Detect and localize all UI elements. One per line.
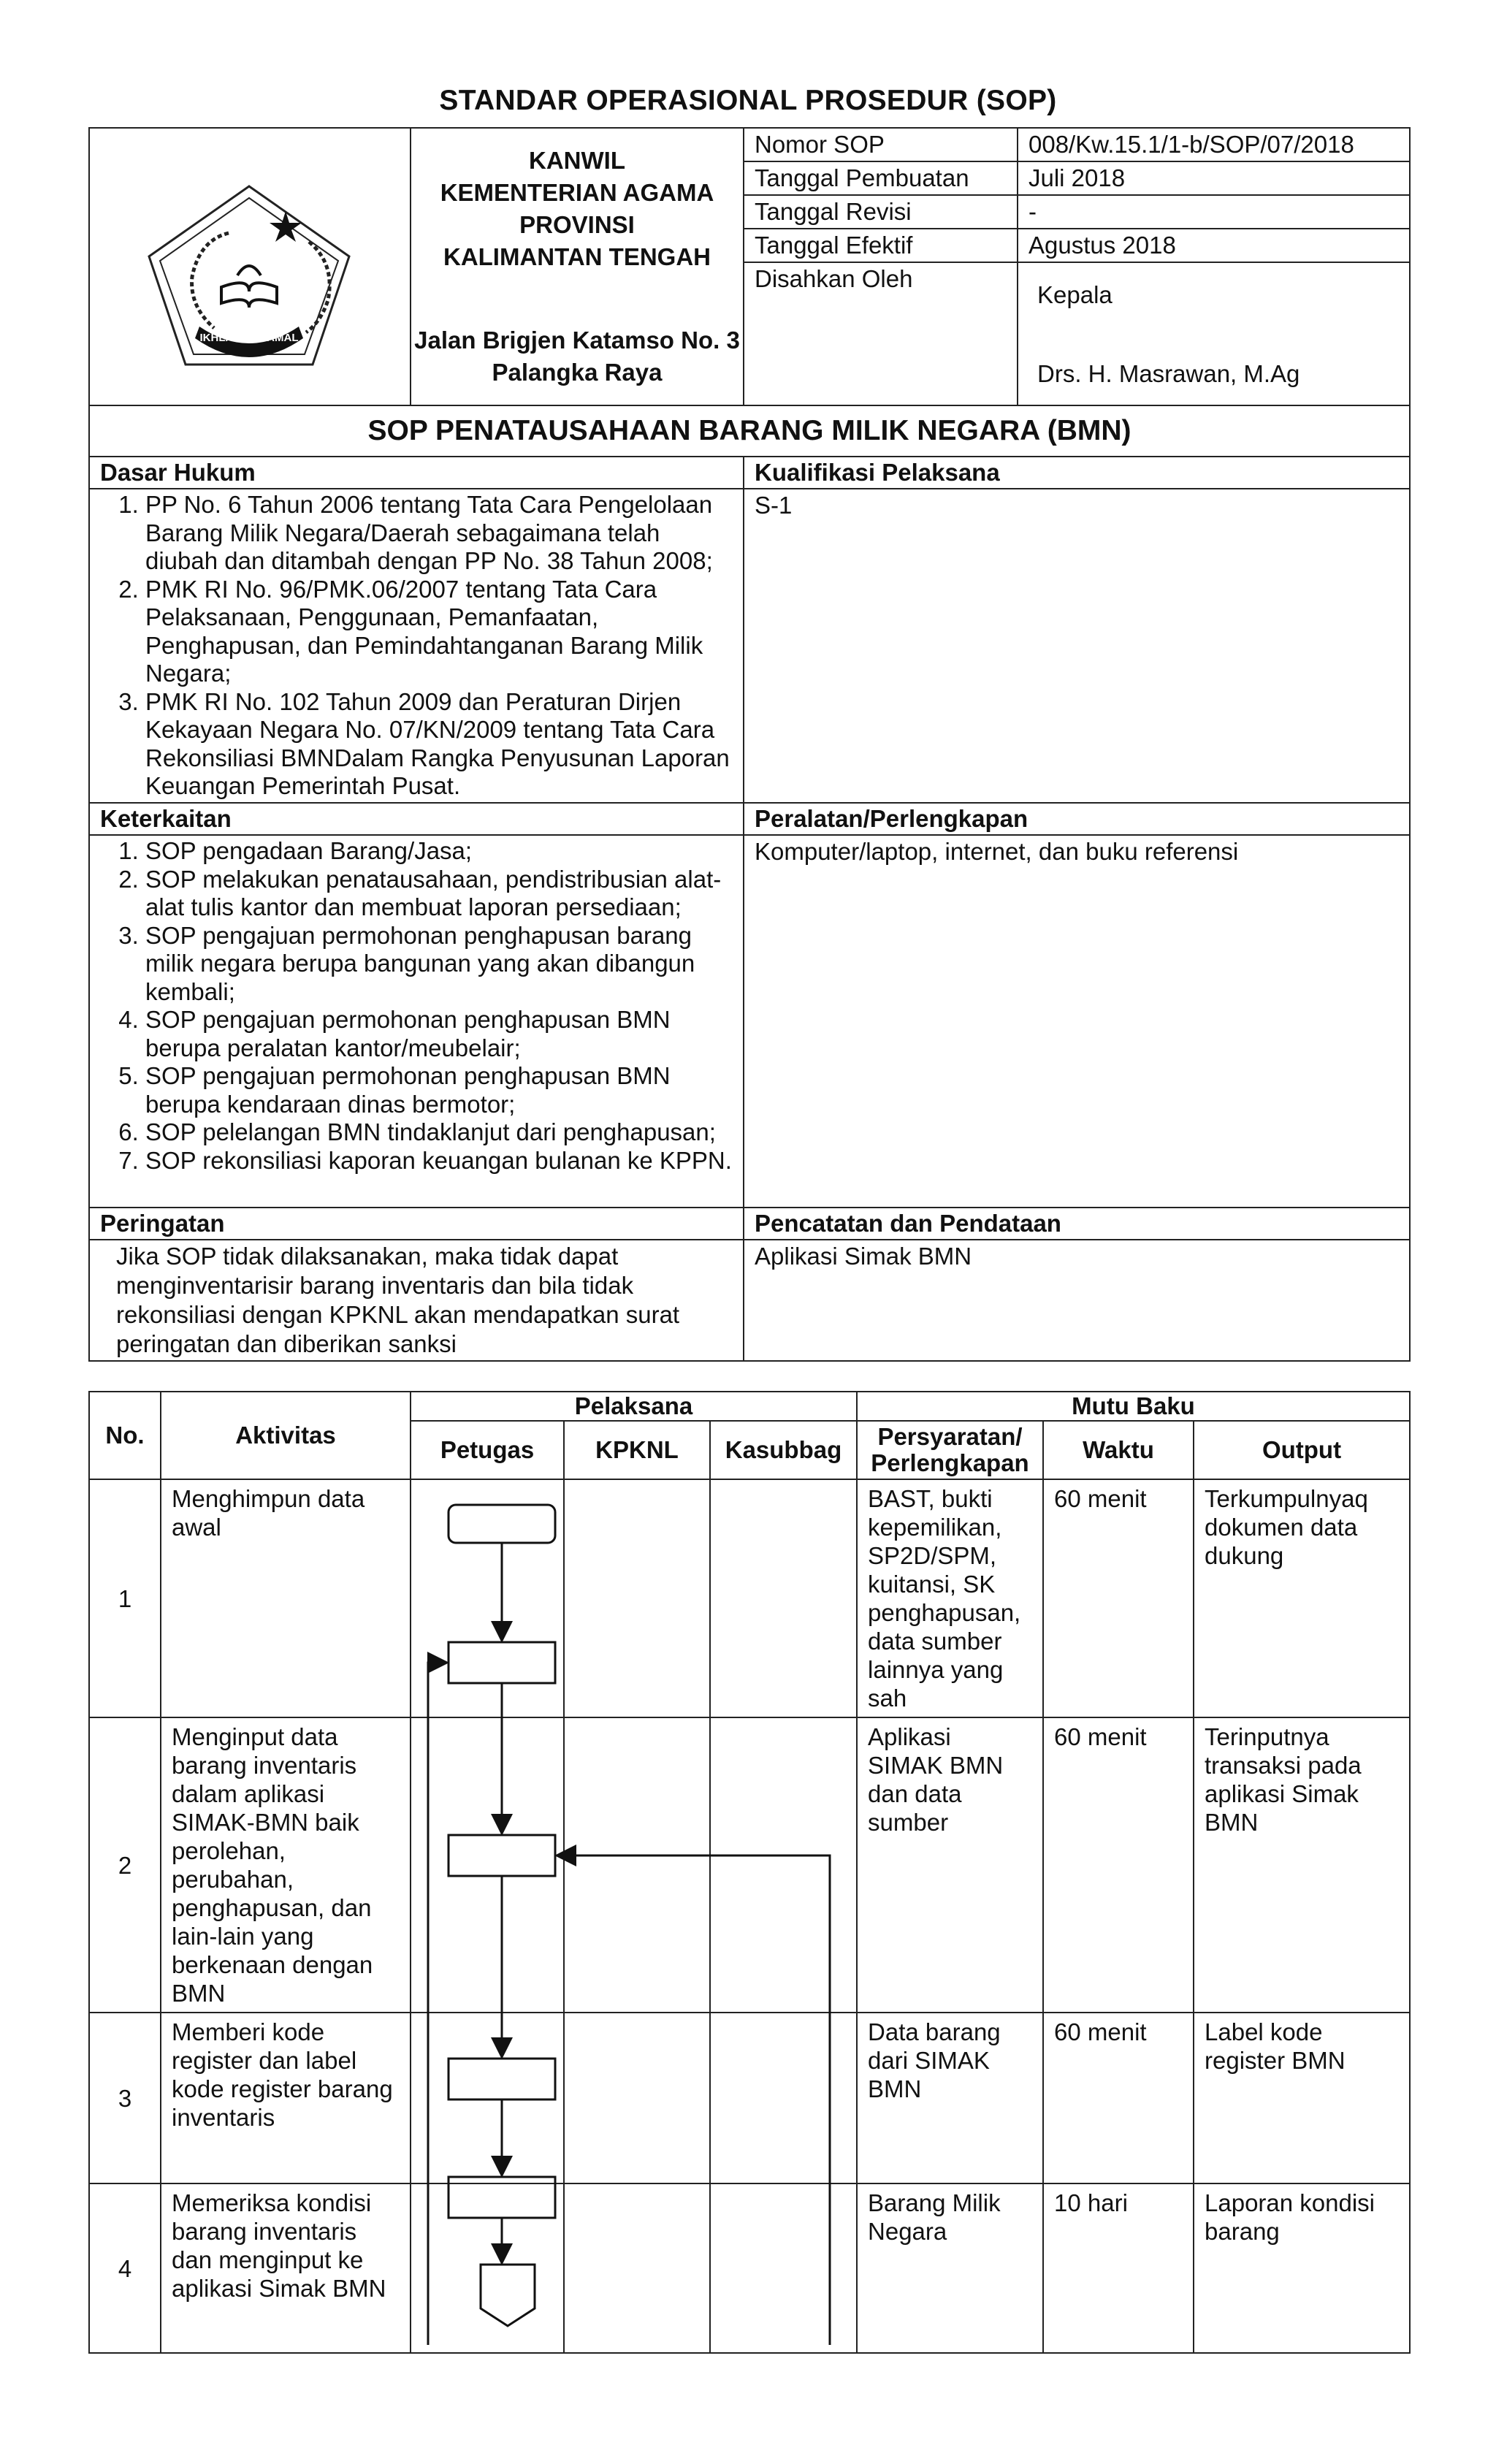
row-output: Laporan kondisi barang — [1194, 2183, 1410, 2353]
table-row — [89, 1479, 1410, 1717]
list-item: 3. SOP pengajuan permohonan penghapusan barang milik negara berupa bangunan yang akan dibangun kembali; — [145, 922, 733, 1007]
org-line4: KALIMANTAN TENGAH — [443, 243, 711, 270]
row-waktu: 60 menit — [1043, 1717, 1194, 2013]
disahkan-cell — [1018, 262, 1410, 405]
peringatan-heading: Peringatan — [89, 1208, 744, 1240]
logo-cell — [89, 128, 411, 405]
row-output: Terinputnya transaksi pada aplikasi Simak BMN — [1194, 1717, 1410, 2013]
pembuatan-value: Juli 2018 — [1018, 161, 1410, 195]
nomor-value: 008/Kw.15.1/1-b/SOP/07/2018 — [1018, 128, 1410, 161]
row-output: Terkumpulnyaq dokumen data dukung — [1194, 1479, 1410, 1717]
org-line2: KEMENTERIAN AGAMA — [440, 179, 714, 206]
row-petugas — [411, 2013, 564, 2183]
table-row — [89, 2183, 1410, 2353]
kualifikasi-heading: Kualifikasi Pelaksana — [744, 457, 1410, 489]
row-persyaratan: Aplikasi SIMAK BMN dan data sumber — [857, 1717, 1043, 2013]
pencatatan-value: Aplikasi Simak BMN — [744, 1240, 1410, 1361]
revisi-label: Tanggal Revisi — [744, 195, 1018, 229]
sop-info-table — [88, 127, 1411, 1362]
list-item: 5. SOP pengajuan permohonan penghapusan BMN berupa kendaraan dinas bermotor; — [145, 1062, 733, 1118]
row-kpknl — [564, 1717, 710, 2013]
efektif-value: Agustus 2018 — [1018, 229, 1410, 262]
dasar-hukum-heading: Dasar Hukum — [89, 457, 744, 489]
header-mutu-baku: Mutu Baku — [857, 1392, 1410, 1421]
header-output: Output — [1194, 1421, 1410, 1479]
header-petugas: Petugas — [411, 1421, 564, 1479]
org-address2: Palangka Raya — [492, 359, 663, 386]
sop-title: SOP PENATAUSAHAAN BARANG MILIK NEGARA (BMN) — [89, 405, 1410, 457]
org-line3: PROVINSI — [519, 211, 635, 238]
disahkan-name: Drs. H. Masrawan, M.Ag — [1037, 360, 1300, 387]
org-cell — [411, 128, 744, 405]
table-row — [89, 1717, 1410, 2013]
row-no: 2 — [89, 1717, 161, 2013]
list-item: 1. PP No. 6 Tahun 2006 tentang Tata Cara Pengelolaan Barang Milik Negara/Daerah sebagaimana telah diubah dan ditambah dengan PP No. 38 Tahun 2008; — [145, 491, 733, 576]
org-line1: KANWIL — [529, 147, 625, 174]
row-output: Label kode register BMN — [1194, 2013, 1410, 2183]
pencatatan-heading: Pencatatan dan Pendataan — [744, 1208, 1410, 1240]
header-pelaksana: Pelaksana — [411, 1392, 857, 1421]
org-address1: Jalan Brigjen Katamso No. 3 — [414, 327, 740, 354]
header-no: No. — [89, 1392, 161, 1479]
row-kasubbag — [710, 2013, 857, 2183]
list-item: 3. PMK RI No. 102 Tahun 2009 dan Peraturan Dirjen Kekayaan Negara No. 07/KN/2009 tentang Tata Cara Rekonsiliasi BMNDalam Rangka Penyusunan Laporan Keuangan Pemerintah Pusat. — [145, 688, 733, 801]
row-waktu: 60 menit — [1043, 1479, 1194, 1717]
list-item: 2. PMK RI No. 96/PMK.06/2007 tentang Tata Cara Pelaksanaan, Penggunaan, Pemanfaatan, Penghapusan, dan Pemindahtanganan Barang Milik Negara; — [145, 576, 733, 688]
row-petugas — [411, 1479, 564, 1717]
list-item: 4. SOP pengajuan permohonan penghapusan BMN berupa peralatan kantor/meubelair; — [145, 1006, 733, 1062]
row-persyaratan: BAST, bukti kepemilikan, SP2D/SPM, kuitansi, SK penghapusan, data sumber lainnya yang sah — [857, 1479, 1043, 1717]
row-no: 4 — [89, 2183, 161, 2353]
row-kasubbag — [710, 1479, 857, 1717]
row-waktu: 10 hari — [1043, 2183, 1194, 2353]
row-kpknl — [564, 1479, 710, 1717]
row-aktivitas: Memberi kode register dan label kode register barang inventaris — [161, 2013, 411, 2183]
row-waktu: 60 menit — [1043, 2013, 1194, 2183]
document-title: STANDAR OPERASIONAL PROSEDUR (SOP) — [439, 85, 1057, 116]
dasar-hukum-list — [89, 489, 744, 803]
list-item: 1. SOP pengadaan Barang/Jasa; — [145, 837, 733, 866]
disahkan-title: Kepala — [1037, 281, 1113, 308]
peralatan-heading: Peralatan/Perlengkapan — [744, 803, 1410, 835]
procedure-table — [88, 1391, 1411, 2354]
row-persyaratan: Barang Milik Negara — [857, 2183, 1043, 2353]
list-item: 6. SOP pelelangan BMN tindaklanjut dari penghapusan; — [145, 1118, 733, 1147]
header-waktu: Waktu — [1043, 1421, 1194, 1479]
row-kpknl — [564, 2013, 710, 2183]
logo-motto: IKHLAS BERAMAL — [199, 331, 299, 344]
row-aktivitas: Memeriksa kondisi barang inventaris dan menginput ke aplikasi Simak BMN — [161, 2183, 411, 2353]
peralatan-value: Komputer/laptop, internet, dan buku referensi — [744, 835, 1410, 1208]
row-petugas — [411, 1717, 564, 2013]
list-item: 7. SOP rekonsiliasi kaporan keuangan bulanan ke KPPN. — [145, 1147, 733, 1175]
row-kasubbag — [710, 1717, 857, 2013]
kualifikasi-value: S-1 — [744, 489, 1410, 803]
peringatan-value: Jika SOP tidak dilaksanakan, maka tidak dapat menginventarisir barang inventaris dan bila tidak rekonsiliasi dengan KPKNL akan mendapatkan surat peringatan dan diberikan sanksi — [89, 1240, 744, 1361]
nomor-label: Nomor SOP — [744, 128, 1018, 161]
row-aktivitas: Menghimpun data awal — [161, 1479, 411, 1717]
efektif-label: Tanggal Efektif — [744, 229, 1018, 262]
row-petugas — [411, 2183, 564, 2353]
header-persyaratan: Persyaratan/ Perlengkapan — [857, 1421, 1043, 1479]
row-aktivitas: Menginput data barang inventaris dalam aplikasi SIMAK-BMN baik perolehan, perubahan, penghapusan, dan lain-lain yang berkenaan dengan BMN — [161, 1717, 411, 2013]
book-icon — [221, 266, 277, 308]
row-kasubbag — [710, 2183, 857, 2353]
row-no: 1 — [89, 1479, 161, 1717]
kemenag-logo — [90, 132, 408, 395]
list-item: 2. SOP melakukan penatausahaan, pendistribusian alat-alat tulis kantor dan membuat laporan persediaan; — [145, 866, 733, 922]
row-kpknl — [564, 2183, 710, 2353]
header-kasubbag: Kasubbag — [710, 1421, 857, 1479]
row-no: 3 — [89, 2013, 161, 2183]
header-aktivitas: Aktivitas — [161, 1392, 411, 1479]
disahkan-label: Disahkan Oleh — [744, 262, 1018, 405]
keterkaitan-list — [89, 835, 744, 1208]
row-persyaratan: Data barang dari SIMAK BMN — [857, 2013, 1043, 2183]
table-row — [89, 2013, 1410, 2183]
header-kpknl: KPKNL — [564, 1421, 710, 1479]
revisi-value: - — [1018, 195, 1410, 229]
pembuatan-label: Tanggal Pembuatan — [744, 161, 1018, 195]
keterkaitan-heading: Keterkaitan — [89, 803, 744, 835]
